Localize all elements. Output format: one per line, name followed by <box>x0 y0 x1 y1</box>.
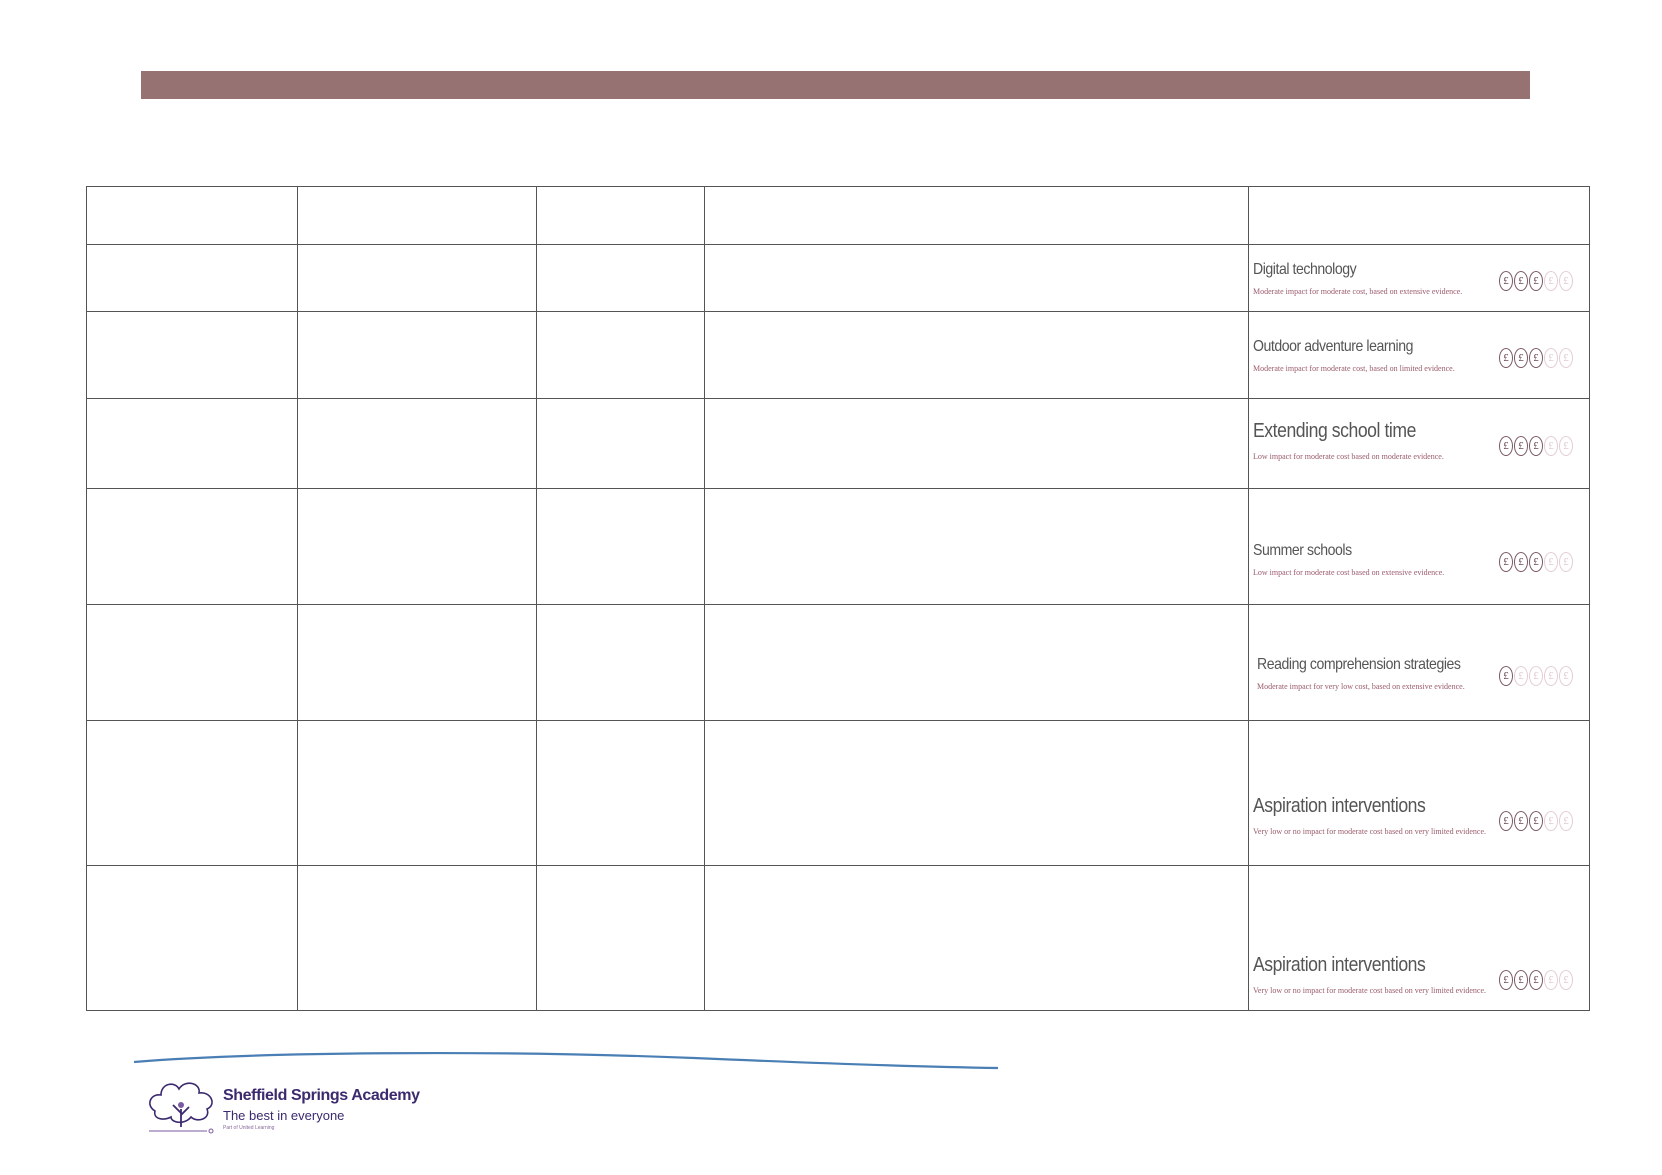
cost-coin-empty: £ <box>1559 811 1573 831</box>
toolkit-summary <box>1253 420 1585 470</box>
table-cell <box>537 399 705 489</box>
table-row <box>87 312 1590 399</box>
cost-coin-filled: £ <box>1529 436 1543 456</box>
table-cell <box>87 605 298 721</box>
cost-coin-filled: £ <box>1499 348 1513 368</box>
cost-coin-filled: £ <box>1499 552 1513 572</box>
table-cell <box>1249 187 1590 245</box>
toolkit-summary <box>1257 656 1585 700</box>
cost-coin-empty: £ <box>1559 271 1573 291</box>
toolkit-description: Low impact for moderate cost based on extensive evidence. <box>1253 568 1445 577</box>
toolkit-description: Very low or no impact for moderate cost based on very limited evidence. <box>1253 986 1487 995</box>
cost-coin-empty: £ <box>1544 271 1558 291</box>
school-name: Sheffield Springs Academy <box>223 1087 420 1104</box>
table-cell <box>705 187 1249 245</box>
table-cell <box>705 605 1249 721</box>
cost-coin-empty: £ <box>1514 666 1528 686</box>
cost-coin-empty: £ <box>1544 666 1558 686</box>
table-cell <box>537 489 705 605</box>
toolkit-cell <box>1249 245 1590 312</box>
table-row <box>87 245 1590 312</box>
table-cell <box>537 187 705 245</box>
table-row <box>87 721 1590 866</box>
school-tagline: The best in everyone <box>223 1108 345 1123</box>
cost-coin-filled: £ <box>1529 271 1543 291</box>
table-cell <box>705 721 1249 866</box>
cost-coin-empty: £ <box>1544 811 1558 831</box>
toolkit-name: Outdoor adventure learning <box>1253 338 1413 355</box>
cost-rating <box>1499 348 1573 368</box>
toolkit-name: Extending school time <box>1253 420 1416 442</box>
toolkit-name: Summer schools <box>1253 542 1352 559</box>
table-cell <box>537 866 705 1011</box>
cost-coin-filled: £ <box>1499 666 1513 686</box>
cost-coin-empty: £ <box>1544 348 1558 368</box>
table-cell <box>87 245 298 312</box>
table-header-row <box>87 187 1590 245</box>
tree-icon <box>145 1075 219 1137</box>
table-cell <box>705 489 1249 605</box>
toolkit-name: Digital technology <box>1253 261 1357 278</box>
table-cell <box>705 399 1249 489</box>
cost-coin-filled: £ <box>1499 271 1513 291</box>
table-cell <box>705 866 1249 1011</box>
cost-coin-empty: £ <box>1544 552 1558 572</box>
toolkit-name: Aspiration interventions <box>1253 954 1426 976</box>
cost-coin-filled: £ <box>1514 436 1528 456</box>
toolkit-cell <box>1249 721 1590 866</box>
table-cell <box>298 187 537 245</box>
toolkit-summary <box>1253 795 1585 845</box>
table-cell <box>87 312 298 399</box>
trust-label: Part of United Learning <box>223 1125 275 1131</box>
cost-coin-empty: £ <box>1559 552 1573 572</box>
header-bar <box>141 71 1530 99</box>
toolkit-cell <box>1249 489 1590 605</box>
table-row <box>87 605 1590 721</box>
toolkit-summary <box>1253 542 1585 586</box>
toolkit-description: Low impact for moderate cost based on moderate evidence. <box>1253 452 1444 461</box>
cost-coin-filled: £ <box>1514 970 1528 990</box>
table-cell <box>705 245 1249 312</box>
cost-coin-filled: £ <box>1529 348 1543 368</box>
cost-coin-empty: £ <box>1544 436 1558 456</box>
cost-rating <box>1499 970 1573 990</box>
table-cell <box>298 605 537 721</box>
table-cell <box>87 721 298 866</box>
cost-coin-filled: £ <box>1514 348 1528 368</box>
cost-coin-filled: £ <box>1514 552 1528 572</box>
toolkit-cell <box>1249 866 1590 1011</box>
cost-coin-filled: £ <box>1529 970 1543 990</box>
toolkit-description: Moderate impact for very low cost, based on extensive evidence. <box>1257 682 1465 691</box>
cost-coin-filled: £ <box>1499 436 1513 456</box>
table-row <box>87 399 1590 489</box>
cost-coin-filled: £ <box>1529 811 1543 831</box>
toolkit-name: Reading comprehension strategies <box>1257 656 1461 673</box>
cost-coin-filled: £ <box>1514 271 1528 291</box>
toolkit-cell <box>1249 399 1590 489</box>
table-cell <box>537 312 705 399</box>
toolkit-name: Aspiration interventions <box>1253 795 1426 817</box>
table-cell <box>298 312 537 399</box>
cost-rating <box>1499 552 1573 572</box>
cost-coin-filled: £ <box>1514 811 1528 831</box>
table-cell <box>537 605 705 721</box>
table-cell <box>298 721 537 866</box>
toolkit-description: Moderate impact for moderate cost, based on extensive evidence. <box>1253 287 1463 296</box>
table-row <box>87 489 1590 605</box>
cost-coin-empty: £ <box>1559 970 1573 990</box>
toolkit-summary <box>1253 338 1585 382</box>
toolkit-cell <box>1249 605 1590 721</box>
table-cell <box>705 312 1249 399</box>
table-cell <box>298 866 537 1011</box>
table-cell <box>537 721 705 866</box>
evidence-table <box>86 186 1590 1011</box>
table-cell <box>87 399 298 489</box>
cost-coin-empty: £ <box>1559 348 1573 368</box>
cost-rating <box>1499 271 1573 291</box>
cost-coin-empty: £ <box>1559 436 1573 456</box>
cost-coin-filled: £ <box>1529 552 1543 572</box>
toolkit-cell <box>1249 312 1590 399</box>
cost-coin-empty: £ <box>1529 666 1543 686</box>
table-cell <box>87 187 298 245</box>
cost-coin-filled: £ <box>1499 811 1513 831</box>
table-cell <box>87 489 298 605</box>
toolkit-summary <box>1253 261 1585 305</box>
toolkit-description: Moderate impact for moderate cost, based on limited evidence. <box>1253 364 1455 373</box>
toolkit-summary <box>1253 954 1585 1004</box>
table-cell <box>298 399 537 489</box>
cost-coin-filled: £ <box>1499 970 1513 990</box>
toolkit-description: Very low or no impact for moderate cost based on very limited evidence. <box>1253 827 1487 836</box>
cost-rating <box>1499 811 1573 831</box>
cost-coin-empty: £ <box>1544 970 1558 990</box>
cost-rating <box>1499 666 1573 686</box>
school-logo <box>145 1075 445 1137</box>
table-cell <box>87 866 298 1011</box>
footer-divider <box>134 1050 998 1074</box>
table-row <box>87 866 1590 1011</box>
table-cell <box>298 245 537 312</box>
table-cell <box>298 489 537 605</box>
cost-rating <box>1499 436 1573 456</box>
cost-coin-empty: £ <box>1559 666 1573 686</box>
table-cell <box>537 245 705 312</box>
